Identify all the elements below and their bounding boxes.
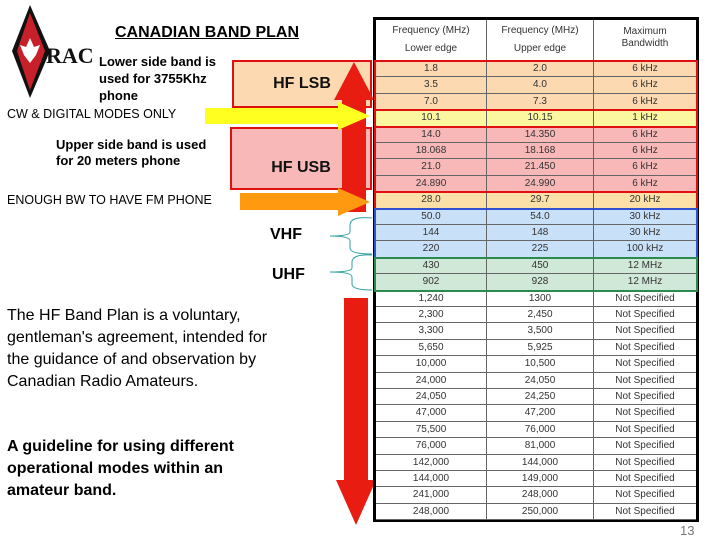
upper-edge-cell: 250,000: [487, 504, 594, 519]
table-row: [376, 143, 696, 159]
upper-edge-cell: 225: [487, 241, 594, 256]
vhf-label: VHF: [270, 226, 302, 243]
bandwidth-cell: Not Specified: [615, 489, 675, 501]
upper-edge-cell: 144,000: [487, 455, 594, 470]
bandwidth-cell: Not Specified: [615, 292, 675, 304]
bandwidth-cell: 6 kHz: [632, 95, 658, 107]
table-row: [376, 389, 696, 405]
hf-lsb-label: HF LSB: [273, 75, 331, 92]
red-down-arrow: [336, 298, 376, 525]
upper-edge-cell: 149,000: [487, 471, 594, 486]
upper-edge-cell: 29.7: [487, 192, 594, 207]
svg-text:RAC: RAC: [46, 43, 94, 68]
bandwidth-cell: Not Specified: [615, 341, 675, 353]
upper-edge-cell: 18.168: [487, 143, 594, 158]
header-upper-edge: Frequency (MHz) Upper edge: [487, 20, 594, 61]
bandwidth-cell: 6 kHz: [632, 63, 658, 74]
upper-edge-cell: 21.450: [487, 159, 594, 174]
bandwidth-cell: Not Specified: [615, 423, 675, 435]
table-row: [376, 225, 696, 241]
table-row: [376, 94, 696, 110]
lower-edge-cell: 24,000: [376, 373, 487, 388]
table-row: [376, 110, 696, 126]
lower-edge-cell: 144,000: [376, 471, 487, 486]
table-row: [376, 373, 696, 389]
lower-edge-cell: 21.0: [376, 159, 487, 174]
upper-edge-cell: 24,250: [487, 389, 594, 404]
bandwidth-cell: Not Specified: [615, 456, 675, 468]
uhf-brace-icon: [330, 255, 372, 290]
hf-usb-label: HF USB: [271, 158, 331, 176]
header-max-bandwidth: Maximum Bandwidth: [621, 26, 669, 49]
lower-edge-cell: 248,000: [376, 504, 487, 519]
upper-edge-cell: 76,000: [487, 422, 594, 437]
table-row: [376, 274, 696, 290]
lower-edge-cell: 28.0: [376, 192, 487, 207]
lower-edge-cell: 50.0: [376, 209, 487, 224]
vhf-brace-icon: [330, 218, 372, 254]
table-row: [376, 340, 696, 356]
upper-edge-cell: 47,200: [487, 405, 594, 420]
lower-edge-cell: 3,300: [376, 323, 487, 338]
bandwidth-cell: 30 kHz: [629, 227, 661, 238]
lower-edge-cell: 430: [376, 258, 487, 273]
upper-edge-cell: 10,500: [487, 356, 594, 371]
lower-edge-cell: 5,650: [376, 340, 487, 355]
yellow-arrow: [205, 102, 370, 130]
bandwidth-cell: Not Specified: [615, 325, 675, 337]
table-row: [376, 192, 696, 208]
bandwidth-cell: 6 kHz: [632, 161, 658, 173]
table-row: [376, 487, 696, 503]
upper-edge-cell: 54.0: [487, 209, 594, 224]
lower-edge-cell: 220: [376, 241, 487, 256]
bandwidth-cell: 1 kHz: [632, 112, 658, 124]
upper-edge-cell: 7.3: [487, 94, 594, 109]
bandwidth-cell: Not Specified: [615, 309, 675, 320]
bandwidth-cell: Not Specified: [615, 505, 675, 517]
upper-edge-cell: 10.15: [487, 110, 594, 125]
upper-edge-cell: 928: [487, 274, 594, 289]
bandwidth-cell: Not Specified: [615, 440, 675, 452]
bandwidth-cell: Not Specified: [615, 374, 675, 386]
cw-note: CW & DIGITAL MODES ONLY: [7, 107, 177, 121]
lower-edge-cell: 142,000: [376, 455, 487, 470]
bandwidth-cell: 6 kHz: [632, 79, 658, 91]
lower-edge-cell: 18.068: [376, 143, 487, 158]
upper-edge-cell: 3,500: [487, 323, 594, 338]
table-row: [376, 127, 696, 143]
page-title: CANADIAN BAND PLAN: [115, 24, 299, 41]
upper-edge-cell: 2,450: [487, 307, 594, 322]
upper-edge-cell: 24.990: [487, 176, 594, 191]
table-row: [376, 209, 696, 225]
upper-edge-cell: 4.0: [487, 77, 594, 92]
table-row: [376, 77, 696, 93]
table-row: [376, 504, 696, 520]
uhf-label: UHF: [272, 266, 305, 283]
table-row: [376, 61, 696, 77]
upper-edge-cell: 24,050: [487, 373, 594, 388]
table-row: [376, 438, 696, 454]
table-row: [376, 471, 696, 487]
upper-edge-cell: 450: [487, 258, 594, 273]
upper-edge-cell: 5,925: [487, 340, 594, 355]
bandwidth-cell: 6 kHz: [632, 177, 658, 189]
table-row: [376, 159, 696, 175]
lower-edge-cell: 24,050: [376, 389, 487, 404]
table-row: [376, 356, 696, 372]
lower-edge-cell: 1,240: [376, 291, 487, 306]
fm-note: ENOUGH BW TO HAVE FM PHONE: [7, 193, 212, 207]
bandwidth-cell: Not Specified: [615, 391, 675, 402]
bandwidth-cell: 12 MHz: [627, 259, 663, 271]
table-row: [376, 323, 696, 339]
table-row: [376, 405, 696, 421]
bandwidth-cell: 12 MHz: [627, 276, 663, 288]
upper-edge-cell: 248,000: [487, 487, 594, 502]
lower-edge-cell: 144: [376, 225, 487, 240]
table-row: [376, 307, 696, 323]
band-plan-guideline: A guideline for using different operational modes within an amateur band.: [7, 438, 234, 499]
bandwidth-cell: Not Specified: [615, 358, 675, 370]
upper-edge-cell: 2.0: [487, 61, 594, 76]
table-row: [376, 176, 696, 192]
bandwidth-cell: 6 kHz: [632, 145, 658, 156]
upper-edge-cell: 148: [487, 225, 594, 240]
table-row: [376, 241, 696, 257]
band-plan-table: [373, 17, 699, 522]
lower-edge-cell: 902: [376, 274, 487, 289]
upper-edge-cell: 1300: [487, 291, 594, 306]
lower-edge-cell: 10,000: [376, 356, 487, 371]
bandwidth-cell: 20 kHz: [629, 194, 661, 206]
lower-edge-cell: 7.0: [376, 94, 487, 109]
table-row: [376, 455, 696, 471]
lower-edge-cell: 75,500: [376, 422, 487, 437]
band-plan-description: The HF Band Plan is a voluntary, gentleman's agreement, intended for the guidance of and observation by Canadian Radio Amateurs.: [7, 307, 268, 390]
lower-edge-cell: 2,300: [376, 307, 487, 322]
upper-edge-cell: 14.350: [487, 127, 594, 142]
lower-edge-cell: 47,000: [376, 405, 487, 420]
slide-number: 13: [680, 523, 695, 538]
bandwidth-cell: Not Specified: [615, 473, 675, 484]
lower-edge-cell: 14.0: [376, 127, 487, 142]
upper-edge-cell: 81,000: [487, 438, 594, 453]
lower-edge-cell: 1.8: [376, 61, 487, 76]
bandwidth-cell: 6 kHz: [632, 128, 658, 140]
lsb-note: Lower side band is used for 3755Khz phone: [99, 54, 217, 103]
lower-edge-cell: 10.1: [376, 110, 487, 125]
lower-edge-cell: 76,000: [376, 438, 487, 453]
bandwidth-cell: Not Specified: [615, 407, 675, 419]
lower-edge-cell: 3.5: [376, 77, 487, 92]
lower-edge-cell: 24.890: [376, 176, 487, 191]
bandwidth-cell: 30 kHz: [629, 210, 661, 222]
table-row: [376, 291, 696, 307]
lower-edge-cell: 241,000: [376, 487, 487, 502]
header-lower-edge: Frequency (MHz) Lower edge: [376, 20, 487, 61]
bandwidth-cell: 100 kHz: [626, 243, 664, 255]
table-row: [376, 422, 696, 438]
table-row: [376, 258, 696, 274]
usb-note: Upper side band is used for 20 meters phone: [56, 137, 207, 168]
